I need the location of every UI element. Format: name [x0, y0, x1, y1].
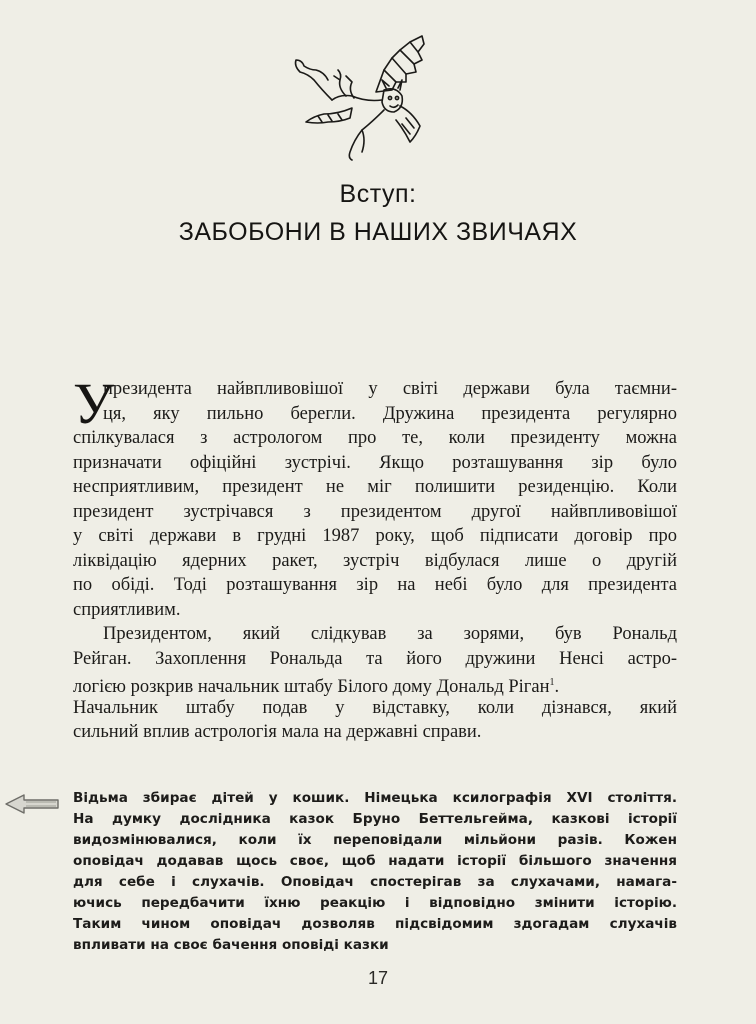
caption-line: На думку дослідника казок Бруно Беттельгейма, казкові історії [73, 811, 677, 827]
caption-line: впливати на своє бачення оповіді казки [73, 937, 389, 953]
paragraph1-line: ця, яку пильно берегли. Дружина президента регулярно [103, 403, 677, 424]
caption-line: ючись передбачити їхню реакцію і відповідно змінити історію. [73, 895, 677, 911]
footnote-suffix: . [554, 677, 560, 698]
illustration-caption [73, 788, 677, 956]
paragraph1-line: у світі держави в грудні 1987 року, щоб підписати договір про [73, 526, 677, 546]
left-arrow-icon [4, 793, 60, 815]
paragraph2-line-with-footnote [73, 671, 677, 696]
paragraph1-line: спілкувалася з астрологом про те, коли президенту можна [73, 428, 677, 448]
caption-line: оповідач додавав щось своє, щоб надати історії більшого значення [73, 853, 677, 869]
paragraph2-line: Начальник штабу подав у відставку, коли дізнався, який [73, 697, 677, 718]
paragraph2-line: Президентом, який слідкував за зорями, був Рональд [103, 624, 677, 644]
paragraph1-line: сприятливим. [73, 599, 181, 620]
paragraph1-line: несприятливим, президент не міг полишити резиденцію. Коли [73, 477, 677, 497]
paragraph1-line: по обіді. Тоді розташування зір на небі було для президента [73, 575, 677, 595]
drop-cap: У [73, 371, 115, 436]
footnote-marker[interactable]: 1 [549, 677, 555, 688]
caption-line: для себе і слухачів. Оповідач спостерігав за слухачами, намага- [73, 874, 677, 890]
paragraph1-line: президента найвпливовішої у світі держави була таємни- [103, 379, 677, 399]
caption-line: Відьма збирає дітей у кошик. Німецька ксилографія XVI століття. [73, 790, 677, 806]
paragraph1-line: президент зустрічався з президентом другої найвпливовішої [73, 501, 677, 522]
page-number: 17 [367, 968, 389, 988]
caption-line: видозмінювалися, коли їх переповідали мільйони разів. Кожен [73, 832, 677, 848]
winged-demon-engraving-icon [288, 30, 438, 165]
paragraph1-line: призначати офіційні зустрічі. Якщо розташування зір було [73, 452, 677, 473]
paragraph2-line: сильний вплив астрологія мала на державні справи. [73, 722, 482, 742]
chapter-title-line2: ЗАБОБОНИ В НАШИХ ЗВИЧАЯХ [178, 218, 578, 246]
paragraph1-line: ліквідацію ядерних ракет, зустріч відбулася лише о другій [73, 550, 677, 571]
chapter-body [73, 371, 677, 745]
chapter-title-line1: Вступ: [339, 180, 417, 208]
paragraph2-line-text: логією розкрив начальник штабу Білого дому Дональд Ріган [73, 677, 550, 698]
paragraph2-line: Рейган. Захоплення Рональда та його дружини Ненсі астро- [73, 648, 677, 669]
caption-line: Таким чином оповідач дозволяв підсвідомим здогадам слухачів [73, 916, 677, 932]
